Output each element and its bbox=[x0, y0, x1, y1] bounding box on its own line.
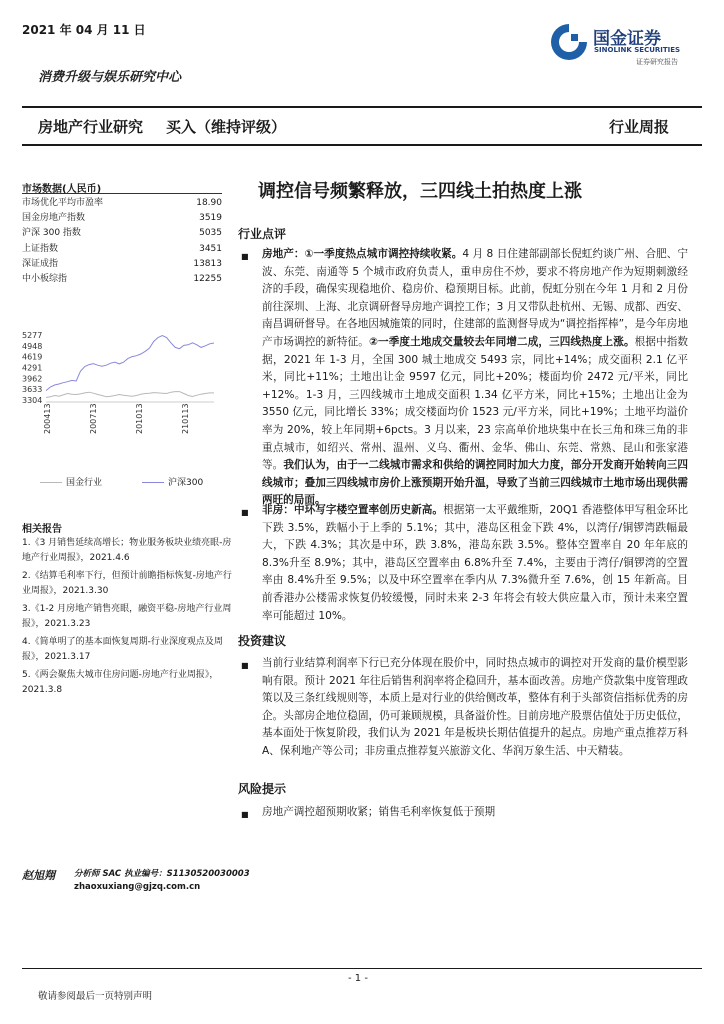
y-tick-label: 5277 bbox=[22, 331, 43, 340]
header-rule-bottom bbox=[22, 144, 702, 146]
main-title: 调控信号频繁释放，三四线土拍热度上涨 bbox=[258, 181, 582, 202]
paragraph-risk: ■ 房地产调控超预期收紧；销售毛利率恢复低于预期 bbox=[262, 804, 688, 822]
market-row: 市场优化平均市盈率 18.90 bbox=[22, 198, 222, 208]
market-table-rule bbox=[22, 193, 222, 194]
y-tick-label: 3304 bbox=[22, 396, 43, 405]
paragraph-investment: ■ 当前行业结算利润率下行已充分体现在股价中，同时热点城市的调控对开发商的量价模型影响有限。预计 2021 年往后销售利润率将企稳回升，基本面改善。房地产贷款集中度管理政策以及三条红线规则等，本质上是对行业的供给侧改革，整体有利于头部资信指标优秀的房企。头部房企地位稳固，仍可兼顾规模，具备溢价性。目前房地产股票估值处于历史低位，基本面处于恢复阶段，我们认为 2021 年是板块长期估值提升的起点。房地产重点推荐万科 A、保利地产等公司；非房重点推荐复兴旅游文化、华润万象生活、中天精装。 bbox=[241, 657, 688, 757]
sinolink-logo-icon bbox=[549, 22, 589, 62]
bullet-icon: ■ bbox=[241, 810, 249, 819]
header-rule-top bbox=[22, 106, 702, 108]
y-tick-label: 3633 bbox=[22, 385, 43, 395]
legend-item-hs300: 沪深300 bbox=[142, 475, 203, 488]
paragraph-non-real-estate: ■ 非房：中环写字楼空置率创历史新高。根据第一太平戴维斯，20Q1 香港整体甲写租金环比下跌 3.5%，跌幅小于上季的 5.1%；其中，港岛区租金下跌 4%，以湾仔/铜锣湾跌幅最大，下跌 4.3%；其次是中环，跌 3.8%，港岛东跌 3.5%。整体空置率自 20 年年底的 8.3%升至 8.9%；其中，港岛区空置率由 6.8%升至 7.4%，主要由于湾仔/铜锣湾的空置率由 8.4%升至 9.5%；以及中环空置率在季内从 7.3%微升至 7.6%，创 15 年新高。目前香港办公楼需求恢复仍较缓慢，同时未来 2-3 年将会有较大供应量入市，预计未来空置率可能超过 10%。 bbox=[241, 504, 688, 622]
section-heading-investment: 投资建议 bbox=[238, 634, 287, 648]
rating: 买入（维持评级） bbox=[166, 118, 287, 136]
related-report-item[interactable]: 1.《3 月销售延续高增长；物业服务板块业绩亮眼-房地产行业周报》，2021.4.6 bbox=[22, 538, 232, 563]
bullet-icon: ■ bbox=[241, 508, 249, 517]
section-heading-review: 行业点评 bbox=[238, 227, 287, 241]
series-line-hs300 bbox=[46, 336, 214, 391]
series-line-sector bbox=[46, 392, 214, 398]
author-license: 分析师 SAC 执业编号：S1130520030003 bbox=[74, 869, 250, 879]
footer-disclaimer: 敬请参阅最后一页特别声明 bbox=[38, 991, 153, 1002]
related-report-item[interactable]: 3.《1-2 月房地产销售亮眼，融资平稳-房地产行业周报》，2021.3.23 bbox=[22, 604, 232, 629]
related-report-item[interactable]: 4.《简单明了的基本面恢复周期-行业深度观点及周报》，2021.3.17 bbox=[22, 637, 223, 662]
logo-text: 国金证券 bbox=[593, 29, 661, 49]
author-email[interactable]: zhaoxuxiang@gjzq.com.cn bbox=[74, 882, 201, 892]
bullet-icon: ■ bbox=[241, 661, 249, 670]
related-reports-list bbox=[22, 536, 240, 701]
index-line-chart bbox=[18, 325, 218, 495]
page-number: - 1 - bbox=[348, 973, 368, 984]
footer-rule bbox=[22, 968, 702, 969]
research-center: 消费升级与娱乐研究中心 bbox=[38, 70, 182, 85]
bullet-icon: ■ bbox=[241, 252, 249, 261]
x-tick-label: 210113 bbox=[181, 403, 190, 434]
author-name: 赵旭翔 bbox=[22, 869, 55, 882]
related-report-item[interactable]: 5.《两会聚焦大城市住房问题-房地产行业周报》，2021.3.8 bbox=[22, 670, 219, 695]
x-tick-label: 200713 bbox=[89, 403, 98, 434]
y-tick-label: 4619 bbox=[22, 352, 43, 362]
y-tick-label: 3962 bbox=[22, 374, 43, 384]
author-info bbox=[74, 868, 250, 894]
market-row: 上证指数 3451 bbox=[22, 243, 222, 254]
y-tick-label: 4291 bbox=[22, 363, 43, 373]
x-tick-label: 200413 bbox=[43, 403, 52, 434]
logo-subtitle: 证券研究报告 bbox=[636, 58, 678, 66]
section-heading-risk: 风险提示 bbox=[238, 782, 287, 796]
report-type: 行业周报 bbox=[609, 118, 670, 136]
sector-title: 房地产行业研究 bbox=[38, 118, 144, 136]
related-report-item[interactable]: 2.《结算毛利率下行，但预计前瞻指标恢复-房地产行业周报》，2021.3.30 bbox=[22, 571, 232, 596]
market-row: 中小板综指 12255 bbox=[22, 273, 222, 284]
market-data-table bbox=[22, 196, 222, 287]
logo-en: SINOLINK SECURITIES bbox=[594, 46, 681, 54]
market-row: 深证成指 13813 bbox=[22, 258, 222, 269]
market-row: 国金房地产指数 3519 bbox=[22, 213, 222, 224]
market-data-title: 市场数据(人民币) bbox=[22, 184, 102, 195]
y-tick-label: 4948 bbox=[22, 341, 43, 351]
report-date: 2021 年 04 月 11 日 bbox=[22, 23, 146, 37]
x-tick-label: 201013 bbox=[135, 403, 144, 434]
paragraph-real-estate: ■ 房地产：①一季度热点城市调控持续收紧。4 月 8 日住建部副部长倪虹约谈广州、合肥、宁波、东莞、南通等 5 个城市政府负责人，重申房住不炒，要求不将房地产作为短期刺激经济的手段，确保实现稳地价、稳房价、稳预期目标。此前，倪虹分别在今年 1 月和 2 月份前往深圳、上海、北京调研督导房地产调控工作；3 月又带队赴杭州、无锡、成都、西安、南昌调研督导。在各地因城施策的同时，住建部的监测督导成为“调控指挥棒”，是今年房地产市场调控的新特征。②一季度土地成交量较去年同增二成，三四线热度上涨。根据中指数据，2021 年 1-3 月，全国 300 城土地成交 5493 宗，同比+14%；成交面积 2.1 亿平米，同比+11%；土地出让金 9597 亿元，同比+20%；楼面均价 2472 元/平米，同比+12%。1-3 月，三四线城市土地成交面积 1.34 亿平方米，同比+15%；土地出让金为 3550 亿元，同比增长 33%；成交楼面均价 1523 元/平方米，同比+19%；土地平均溢价率为 20%，较上年同期+6pcts。3 月以来，23 宗高单价地块集中在长三角和珠三角的非重点城市，如绍兴、常州、温州、义乌、衢州、金华、佛山、东莞、常熟、昆山和张家港等。我们认为，由于一二线城市需求和供给的调控同时加大力度，部分开发商开始转向三四线城市；叠加三四线城市房价上涨预期开始升温，导致了当前三四线城市土地市场出现供需两旺的局面。 bbox=[241, 248, 689, 507]
related-reports-title: 相关报告 bbox=[22, 524, 62, 535]
market-row: 沪深 300 指数 5035 bbox=[22, 228, 222, 239]
chart-legend bbox=[40, 475, 203, 488]
legend-item-sector: 国金行业 bbox=[40, 475, 102, 488]
